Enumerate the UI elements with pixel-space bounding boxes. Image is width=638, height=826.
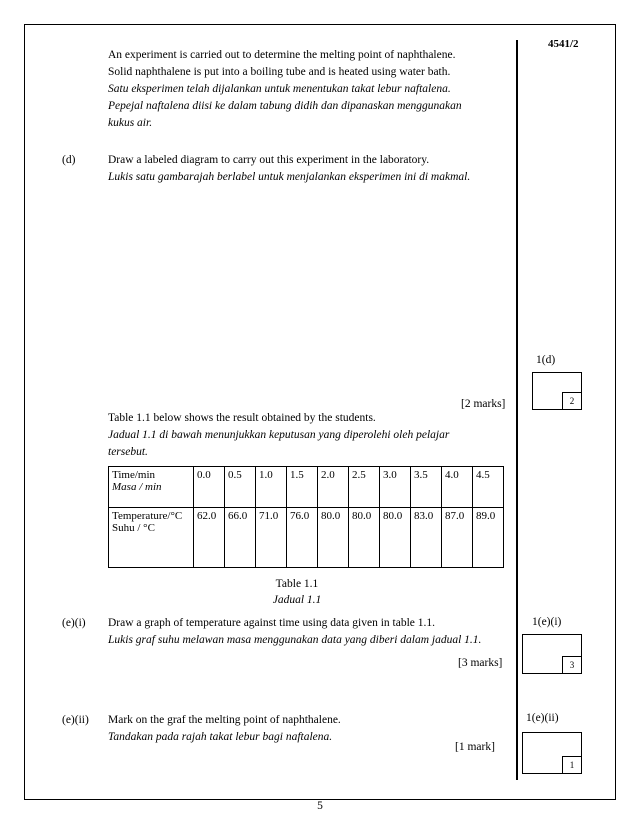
time-cell: 3.5 xyxy=(411,467,442,508)
question-d-ms: Lukis satu gambarajah berlabel untuk menjalankan eksperimen ini di makmal. xyxy=(108,171,471,183)
mark-box-ei xyxy=(522,634,582,674)
table-row-temperature xyxy=(109,508,504,568)
question-eii-marks: [1 mark] xyxy=(455,741,495,753)
intro-ms-1: Satu eksperimen telah dijalankan untuk menentukan takat lebur naftalena. xyxy=(108,83,451,95)
temp-cell: 66.0 xyxy=(225,508,256,568)
question-ei-en: Draw a graph of temperature against time using data given in table 1.1. xyxy=(108,617,436,629)
time-cell: 0.0 xyxy=(194,467,225,508)
time-cell: 0.5 xyxy=(225,467,256,508)
temp-cell: 62.0 xyxy=(194,508,225,568)
intro-ms-3: kukus air. xyxy=(108,117,153,129)
question-ei-label: (e)(i) xyxy=(62,617,86,629)
time-header-en: Time/min xyxy=(112,469,155,481)
question-ei-ms: Lukis graf suhu melawan masa menggunakan data yang diberi dalam jadual 1.1. xyxy=(108,634,482,646)
intro-ms-2: Pepejal naftalena diisi ke dalam tabung didih dan dipanaskan menggunakan xyxy=(108,100,462,112)
time-cell: 1.0 xyxy=(256,467,287,508)
time-cell: 1.5 xyxy=(287,467,318,508)
table-intro-ms-1: Jadual 1.1 di bawah menunjukkan keputusan yang diperolehi oleh pelajar xyxy=(108,429,450,441)
table-row-time xyxy=(109,467,504,508)
table-caption-en: Table 1.1 xyxy=(275,578,319,590)
mark-box-ei-num: 3 xyxy=(562,656,581,673)
temp-cell: 80.0 xyxy=(380,508,411,568)
margin-divider xyxy=(516,40,518,780)
time-cell: 2.5 xyxy=(349,467,380,508)
question-eii-ms: Tandakan pada rajah takat lebur bagi naftalena. xyxy=(108,731,333,743)
temp-header-cell xyxy=(109,508,194,568)
time-cell: 2.0 xyxy=(318,467,349,508)
temp-cell: 89.0 xyxy=(473,508,504,568)
intro-en-1: An experiment is carried out to determine the melting point of naphthalene. xyxy=(108,49,456,61)
table-intro-ms-2: tersebut. xyxy=(108,446,148,458)
temp-cell: 80.0 xyxy=(349,508,380,568)
mark-box-d-num: 2 xyxy=(562,392,581,409)
time-cell: 4.0 xyxy=(442,467,473,508)
mark-box-d xyxy=(532,372,582,410)
temp-header-en: Temperature/°C xyxy=(112,510,183,522)
question-d-marks: [2 marks] xyxy=(461,398,506,410)
table-intro-en: Table 1.1 below shows the result obtained by the students. xyxy=(108,412,376,424)
mark-box-ei-label: 1(e)(i) xyxy=(532,616,562,628)
time-header-ms: Masa / min xyxy=(112,481,162,493)
temp-cell: 87.0 xyxy=(442,508,473,568)
question-eii-label: (e)(ii) xyxy=(62,714,89,726)
intro-en-2: Solid naphthalene is put into a boiling tube and is heated using water bath. xyxy=(108,66,451,78)
mark-box-eii-label: 1(e)(ii) xyxy=(526,712,559,724)
question-ei-marks: [3 marks] xyxy=(458,657,503,669)
temp-cell: 80.0 xyxy=(318,508,349,568)
results-table xyxy=(108,466,504,568)
mark-box-eii-num: 1 xyxy=(562,756,581,773)
time-header-cell xyxy=(109,467,194,508)
time-cell: 4.5 xyxy=(473,467,504,508)
time-cell: 3.0 xyxy=(380,467,411,508)
question-eii-en: Mark on the graf the melting point of naphthalene. xyxy=(108,714,341,726)
temp-cell: 76.0 xyxy=(287,508,318,568)
temp-header-ms: Suhu / °C xyxy=(112,522,155,534)
mark-box-eii xyxy=(522,732,582,774)
question-d-label: (d) xyxy=(62,154,76,166)
paper-code: 4541/2 xyxy=(548,38,579,50)
table-caption-ms: Jadual 1.1 xyxy=(272,594,322,606)
temp-cell: 71.0 xyxy=(256,508,287,568)
page-number: 5 xyxy=(317,800,323,812)
mark-box-d-label: 1(d) xyxy=(536,354,556,366)
temp-cell: 83.0 xyxy=(411,508,442,568)
question-d-en: Draw a labeled diagram to carry out this experiment in the laboratory. xyxy=(108,154,430,166)
